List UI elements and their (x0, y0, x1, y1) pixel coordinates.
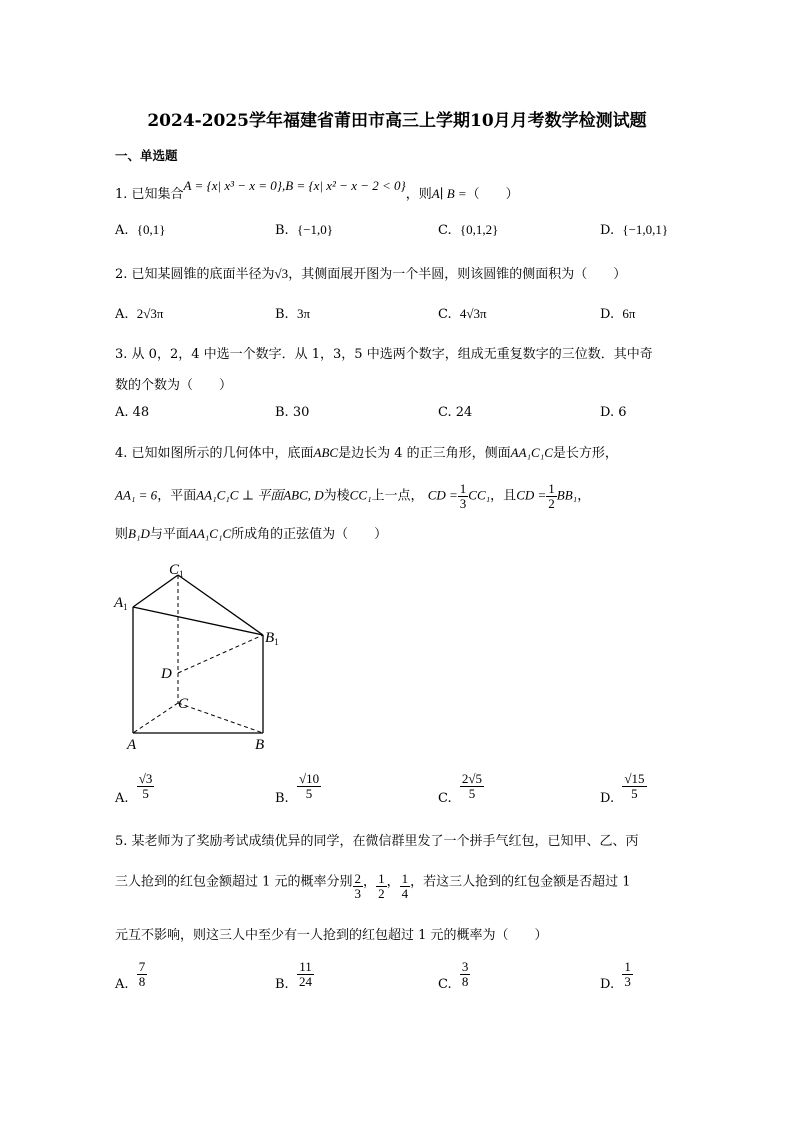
q4-option-c: C. $\frac{2√5}{5}$ (438, 771, 483, 806)
question-3-line-2: 数的个数为（ ） (115, 378, 233, 393)
edge-a1-c1 (133, 575, 178, 607)
q5-option-c: C. $\frac{3}{8}$ (438, 959, 469, 992)
edge-d-b1 (178, 635, 263, 673)
label-c: C (178, 696, 189, 712)
q3-option-c: C. 24 (438, 405, 473, 420)
q4-option-a: A. $\frac{√3}{5}$ (115, 771, 153, 806)
q2-option-b: B. 3π (275, 306, 311, 322)
label-a: A (127, 737, 137, 753)
q1-set-a: A = {x| x³ − x = 0} (183, 178, 282, 193)
q2-option-c: C. 4√3π (438, 306, 487, 322)
label-a1: $A_1$ (114, 595, 128, 612)
q1-option-a: A. {0,1} (115, 222, 166, 238)
question-2-stem: 2. 已知某圆锥的底面半径为√3，其侧面展开图为一个半圆，则该圆锥的侧面积为（ ） (115, 266, 627, 282)
q1-paren: （ ） (466, 187, 519, 202)
page-title: 2024-2025学年福建省莆田市高三上学期10月月考数学检测试题 (147, 111, 647, 131)
question-3-line-1: 3. 从 0，2，4 中选一个数字．从 1，3，5 中选两个数字，组成无重复数字的三位数．其中奇 (115, 347, 653, 362)
q5-option-b: B. $\frac{11}{24}$ (275, 959, 312, 992)
label-d: D (161, 666, 172, 682)
question-5-line-2: 三人抢到的红包金额超过 1 元的概率分别 $\frac{2}{3}$ ， $\frac{1}{2}$ ， $\frac{1}{4}$ ，若这三人抢到的红包金额是否超过 1 (115, 871, 631, 901)
q1-expression: A∣ B = (431, 186, 467, 201)
edge-c-b (178, 703, 263, 733)
label-c1: $C_1$ (169, 562, 184, 579)
label-b1: $B_1$ (265, 630, 279, 647)
q1-option-c: C. {0,1,2} (438, 222, 499, 238)
question-1-stem (115, 178, 519, 202)
q4-option-b: B. $\frac{√10}{5}$ (275, 771, 320, 806)
q1-option-d: D. {−1,0,1} (600, 222, 669, 238)
q2-option-a: A. 2√3π (115, 306, 164, 322)
edge-c-a (133, 703, 178, 733)
q5-option-a: A. $\frac{7}{8}$ (115, 959, 146, 992)
question-4-line-1: 4. 已知如图所示的几何体中，底面ABC是边长为 4 的正三角形，侧面AA₁C₁C是长方形， (115, 445, 618, 461)
q1-suffix: ，则 (405, 187, 432, 202)
question-5-line-3: 元互不影响，则这三人中至少有一人抢到的红包超过 1 元的概率为（ ） (115, 928, 548, 943)
prism-figure (108, 555, 298, 755)
question-4-line-3: 则B₁D与平面AA₁C₁C所成角的正弦值为（ ） (115, 526, 388, 542)
question-5-line-1: 5. 某老师为了奖励考试成绩优异的同学，在微信群里发了一个拼手气红包，已知甲、乙、丙 (115, 834, 639, 849)
q3-option-b: B. 30 (275, 405, 310, 420)
label-b: B (255, 737, 265, 753)
q1-option-b: B. {−1,0} (275, 222, 334, 238)
q4-option-d: D. $\frac{√15}{5}$ (600, 771, 645, 806)
q5-option-d: D. $\frac{1}{3}$ (600, 959, 631, 992)
question-4-line-2: AA₁ = 6，平面AA₁C₁C ⊥ 平面ABC, D为棱CC₁上一点， CD = $\frac{1}{3}$ CC₁，且CD = $\frac{1}{2}$ BB₁， (115, 481, 591, 511)
q1-set-b: B = {x| x² − x − 2 < 0} (285, 178, 406, 193)
q2-radius: √3 (274, 266, 289, 281)
q3-option-d: D. 6 (600, 405, 627, 420)
q2-option-d: D. 6π (600, 306, 636, 322)
section-heading: 一、单选题 (115, 148, 178, 163)
q1-prefix: 1. 已知集合 (115, 187, 184, 202)
q1-comma: , (282, 178, 286, 193)
q3-option-a: A. 48 (115, 405, 150, 420)
